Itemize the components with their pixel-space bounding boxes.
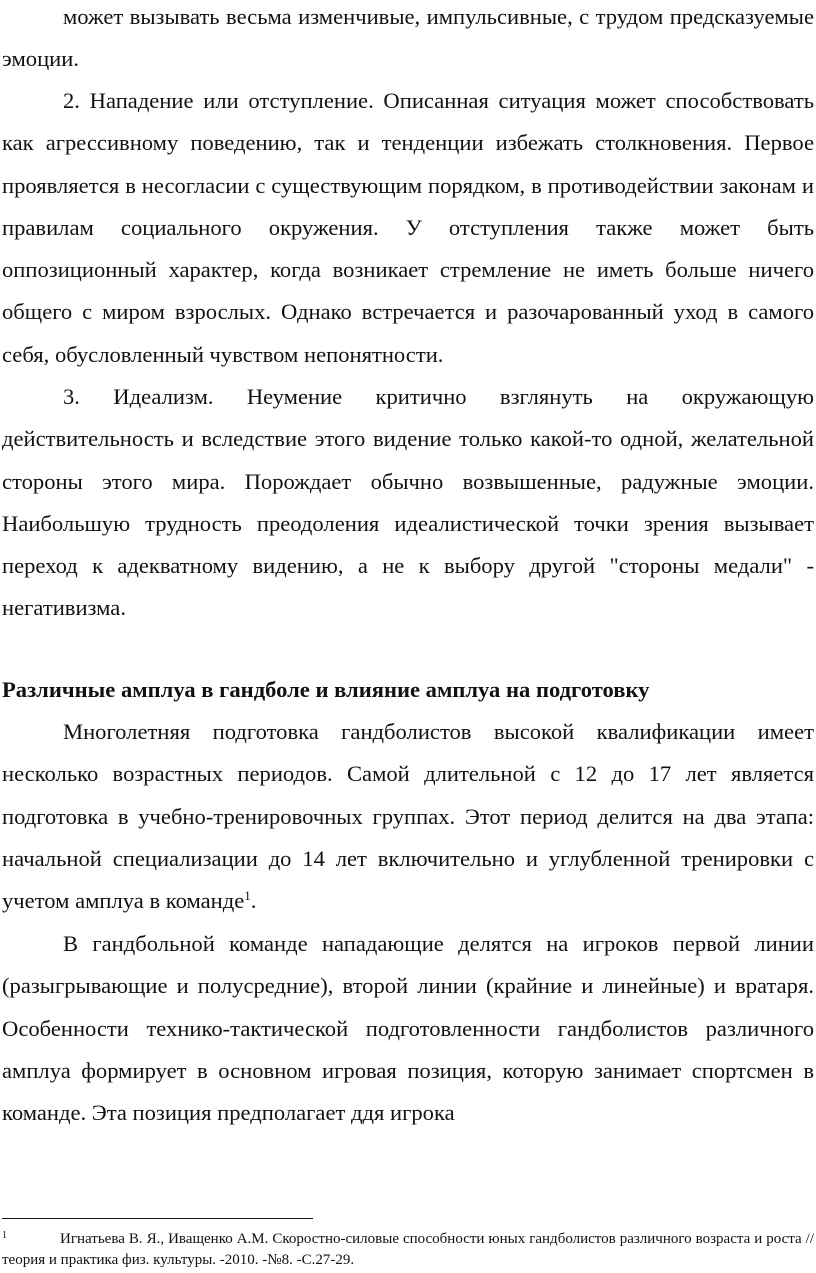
paragraph-item-2: 2. Нападение или отступление. Описанная ситуация может способствовать как агрессивному поведению, так и тенденции избежать столкновения. Первое проявляется в несогласии с существующим порядком, в противодействии законам и правилам социального окружения. У отступления также может быть оппозиционный характер, когда возникает стремление не иметь больше ничего общего с миром взрослых. Однако встречается и разочарованный уход в самого себя, обусловленный чувством непонятности. <box>2 88 814 367</box>
paragraph-item-3: 3. Идеализм. Неумение критично взглянуть на окружающую действительность и вследствие этого видение только какой-то одной, желательной стороны этого мира. Порождает обычно возвышенные, радужные эмоции. Наибольшую трудность преодоления идеалистической точки зрения вызывает переход к адекватному видению, а не к выбору другой "стороны медали" - негативизма. <box>2 384 814 621</box>
footnote-text: Игнатьева В. Я., Иващенко А.М. Скоростно-силовые способности юных гандболистов различного возраста и роста // теория и практика физ. культуры. -2010. -№8. -С.27-29. <box>2 1231 814 1268</box>
paragraph-training-text: Многолетняя подготовка гандболистов высокой квалификации имеет несколько возрастных периодов. Самой длительной с 12 до 17 лет является подготовка в учебно-тренировочных группах. Этот период делится на два этапа: начальной специализации до 14 лет включительно и углубленной тренировки с учетом амплуа в команде <box>2 719 814 914</box>
paragraph-team: В гандбольной команде нападающие делятся на игроков первой линии (разыгрывающие и полусредние), второй линии (крайние и линейные) и вратаря. Особенности технико-тактической подготовленности гандболистов различного амплуа формирует в основном игровая позиция, которую занимает спортсмен в команде. Эта позиция предполагает ддя игрока <box>2 931 814 1126</box>
paragraph-continued: может вызывать весьма изменчивые, импульсивные, с трудом предсказуемые эмоции. <box>2 4 814 72</box>
section-heading: Различные амплуа в гандболе и влияние амплуа на подготовку <box>2 677 650 702</box>
footnote-separator <box>2 1218 313 1219</box>
paragraph-training <box>2 711 814 922</box>
footnote: 1 Игнатьева В. Я., Иващенко А.М. Скоростно-силовые способности юных гандболистов различного возраста и роста // теория и практика физ. культуры. -2010. -№8. -С.27-29. <box>2 1230 814 1268</box>
paragraph-training-end: . <box>250 888 257 914</box>
footnote-ref[interactable]: 1 <box>244 888 251 904</box>
